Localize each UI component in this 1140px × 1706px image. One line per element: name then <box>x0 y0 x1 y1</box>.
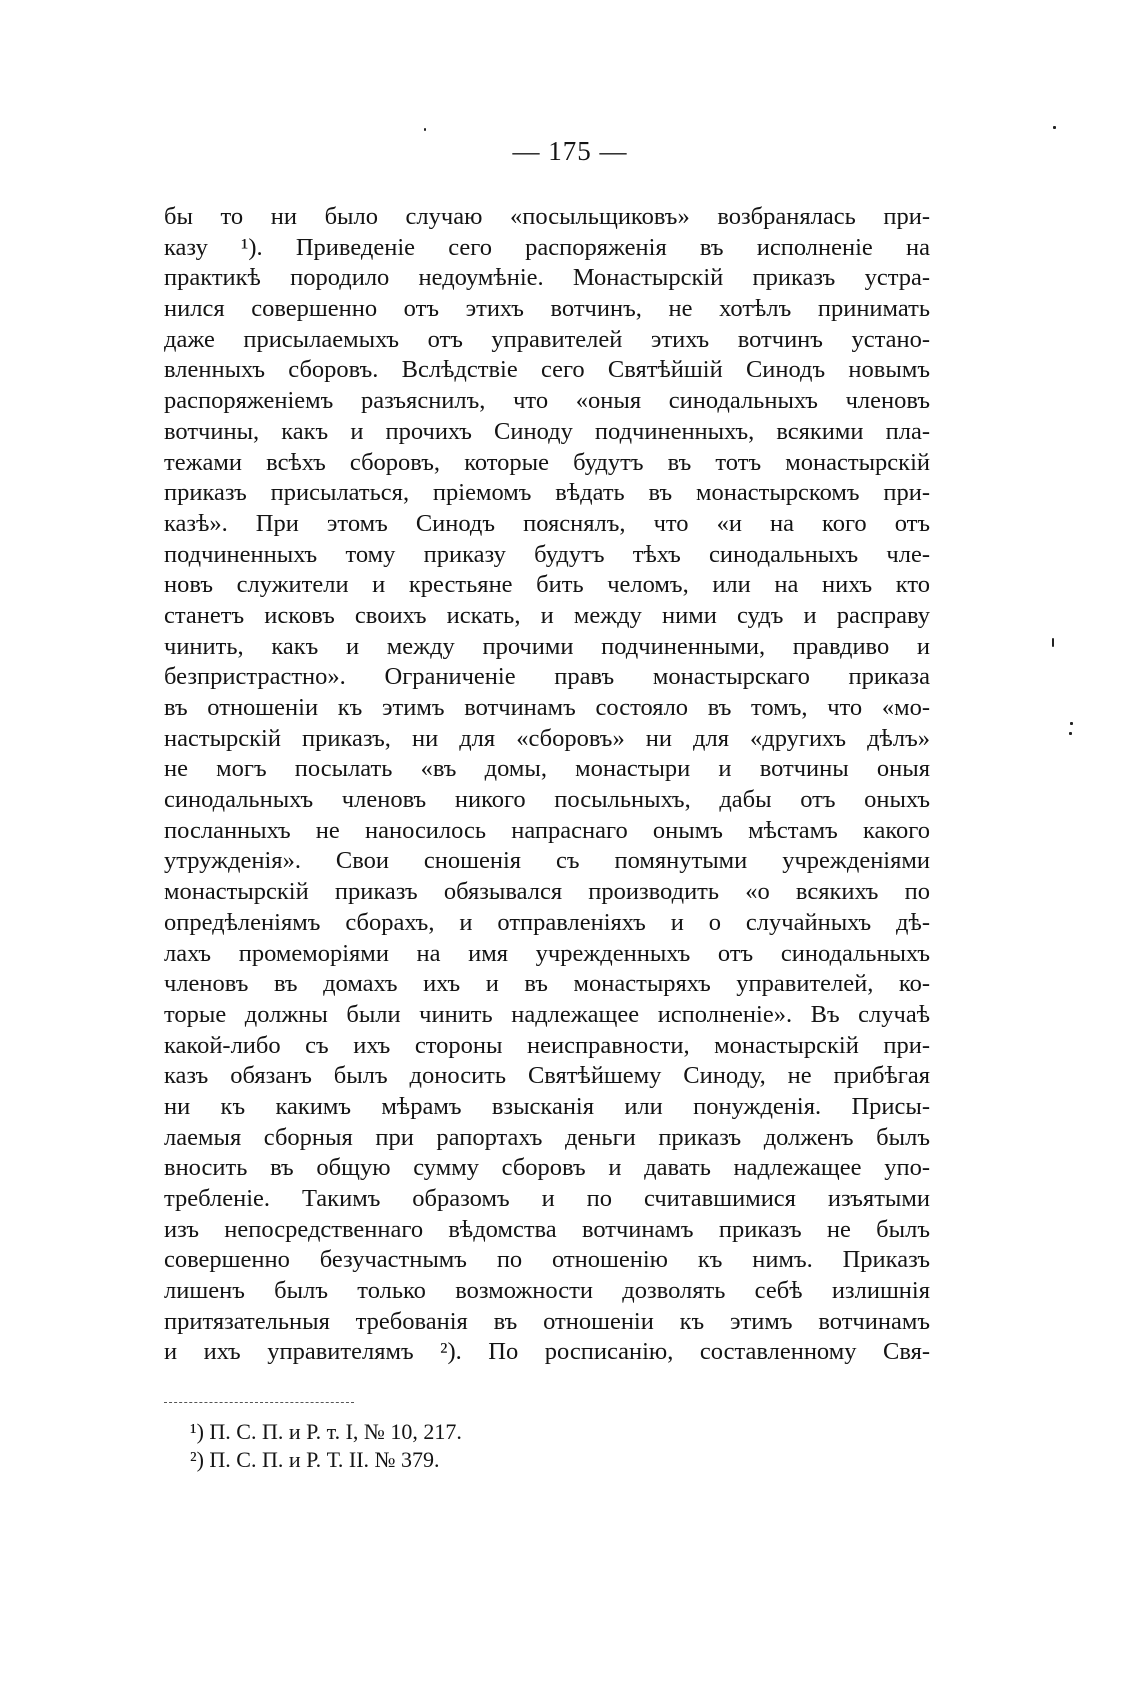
footnotes <box>190 1418 790 1474</box>
text-line: лишенъ былъ только возможности дозволять себѣ излишнiя <box>164 1277 930 1305</box>
body-text <box>164 202 930 1368</box>
text-line: и ихъ управителямъ ²). По росписанiю, составленному Свя- <box>164 1338 930 1366</box>
text-line: опредѣленiямъ сборахъ, и отправленiяхъ и о случайныхъ дѣ- <box>164 908 930 936</box>
footnote: ¹) П. С. П. и Р. т. I, № 10, 217. <box>190 1419 462 1444</box>
text-line: подчиненныхъ тому приказу будутъ тѣхъ синодальныхъ чле- <box>164 540 930 568</box>
text-line: вленныхъ сборовъ. Вслѣдствiе сего Святѣйшiй Синодъ новымъ <box>164 356 930 384</box>
text-line: даже присылаемыхъ отъ управителей этихъ вотчинъ устано- <box>164 325 930 353</box>
page-number: — 175 — <box>512 136 628 166</box>
text-line: синодальныхъ членовъ никого посыльныхъ, дабы отъ оныхъ <box>164 786 930 814</box>
text-line: лаемыя сборныя при рапортахъ деньги приказъ долженъ былъ <box>164 1123 930 1151</box>
text-line: требленiе. Такимъ образомъ и по считавшимися изъятыми <box>164 1185 930 1212</box>
text-line: не могъ посылать «въ домы, монастыри и вотчины оныя <box>164 755 930 783</box>
text-line: бы то ни было случаю «посыльщиковъ» возбранялась при- <box>164 203 930 230</box>
scan-speck <box>1069 732 1072 735</box>
text-line: ни къ какимъ мѣрамъ взысканiя или понужденiя. Присы- <box>164 1092 930 1120</box>
text-line: станетъ исковъ своихъ искать, и между ними судъ и расправу <box>164 601 930 629</box>
scan-speck <box>1053 126 1056 129</box>
scan-speck <box>1070 722 1073 725</box>
text-line: казъ обязанъ былъ доносить Святѣйшему Синоду, не прибѣгая <box>164 1062 930 1090</box>
text-line: вотчины, какъ и прочихъ Синоду подчиненныхъ, всякими пла- <box>164 417 930 445</box>
scan-speck <box>1052 638 1054 647</box>
text-line: безпристрастно». Ограниченiе правъ монастырскаго приказа <box>164 663 930 691</box>
text-line: торые должны были чинить надлежащее исполненiе». Въ случаѣ <box>164 1000 930 1028</box>
text-line: лахъ промеморiями на имя учрежденныхъ отъ синодальныхъ <box>164 939 930 967</box>
text-line: тежами всѣхъ сборовъ, которые будутъ въ тотъ монастырскiй <box>164 448 930 476</box>
text-line: утружденiя». Свои сношенiя съ помянутыми учрежденiями <box>164 847 930 875</box>
text-line: изъ непосредственнаго вѣдомства вотчинамъ приказъ не былъ <box>164 1215 930 1243</box>
text-line: монастырскiй приказъ обязывался производить «о всякихъ по <box>164 878 930 906</box>
text-line: вносить въ общую сумму сборовъ и давать надлежащее упо- <box>164 1154 930 1182</box>
text-line: какой-либо съ ихъ стороны неисправности, монастырскiй при- <box>164 1031 930 1059</box>
text-line: казу ¹). Приведенiе сего распоряженiя въ исполненiе на <box>164 233 930 261</box>
text-line: членовъ въ домахъ ихъ и въ монастыряхъ управителей, ко- <box>164 970 930 998</box>
footnote-separator <box>164 1402 354 1403</box>
text-line: практикѣ породило недоумѣнiе. Монастырскiй приказъ устра- <box>164 264 930 292</box>
text-line: совершенно безучастнымъ по отношенiю къ нимъ. Приказъ <box>164 1246 930 1274</box>
text-line: приказъ присылаться, прiемомъ вѣдать въ монастырскомъ при- <box>164 479 930 507</box>
text-line: настырскiй приказъ, ни для «сборовъ» ни для «другихъ дѣлъ» <box>164 724 930 752</box>
footnote: ²) П. С. П. и Р. Т. II. № 379. <box>190 1447 440 1472</box>
text-line: нился совершенно отъ этихъ вотчинъ, не хотѣлъ принимать <box>164 295 930 323</box>
text-line: въ отношенiи къ этимъ вотчинамъ состояло въ томъ, что «мо- <box>164 694 930 721</box>
text-line: посланныхъ не наносилось напраснаго онымъ мѣстамъ какого <box>164 816 930 844</box>
text-line: казѣ». При этомъ Синодъ пояснялъ, что «и на кого отъ <box>164 509 930 537</box>
text-line: новъ служители и крестьяне бить челомъ, или на нихъ кто <box>164 571 930 599</box>
text-line: распоряженiемъ разъяснилъ, что «оныя синодальныхъ членовъ <box>164 387 930 415</box>
text-line: чинить, какъ и между прочими подчиненными, правдиво и <box>164 632 930 660</box>
scan-speck <box>424 128 426 131</box>
text-line: притязательныя требованiя въ отношенiи къ этимъ вотчинамъ <box>164 1307 930 1335</box>
